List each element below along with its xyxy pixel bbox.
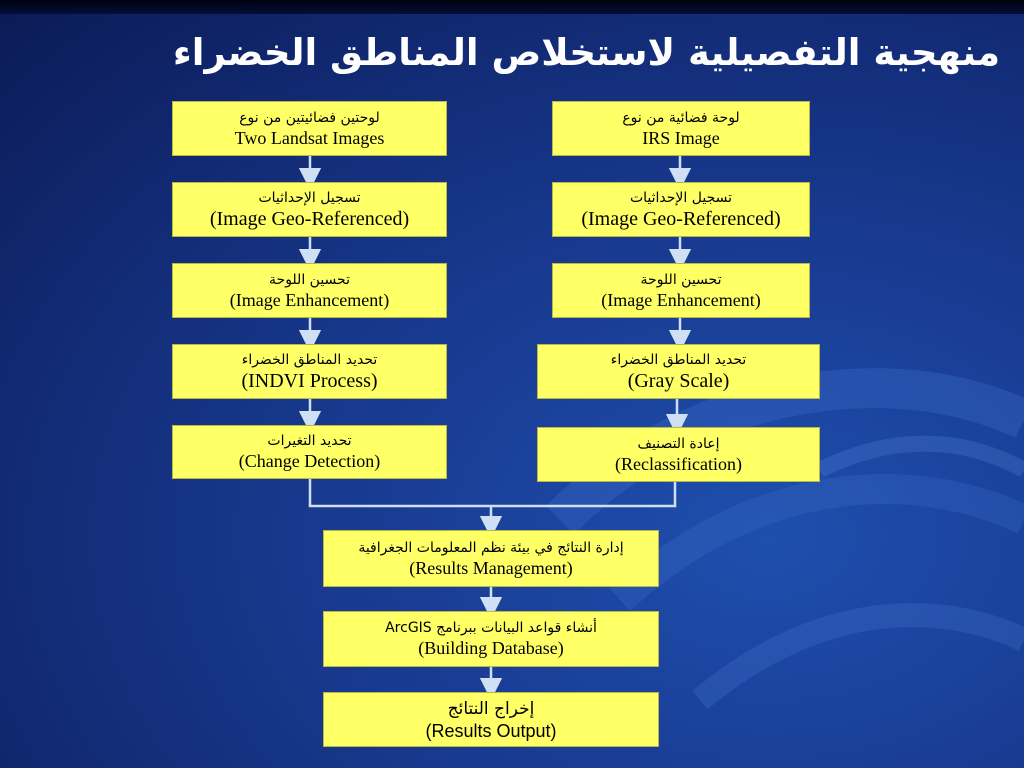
box-label-arabic: تسجيل الإحداثيات: [258, 189, 361, 206]
merge-connector: [310, 479, 675, 506]
box-right-geo-referenced: [552, 182, 810, 237]
box-label-arabic: لوحة فضائية من نوع: [622, 109, 740, 126]
box-label-english: (Image Enhancement): [229, 289, 390, 310]
box-right-irs-image: [552, 101, 810, 156]
box-label-english: (Image Enhancement): [601, 289, 761, 310]
box-label-english: (Building Database): [418, 638, 564, 658]
box-label-arabic: إعادة التصنيف: [637, 435, 720, 452]
box-label-english: Two Landsat Images: [234, 127, 385, 148]
box-label-arabic: أنشاء قواعد البيانات ببرنامج ArcGIS: [385, 620, 597, 636]
box-left-geo-referenced: [172, 182, 447, 237]
box-label-english: (Image Geo-Referenced): [581, 207, 781, 230]
box-label-arabic: تحسين اللوحة: [640, 271, 722, 288]
box-left-change-detection: [172, 425, 447, 479]
box-building-database: [323, 611, 659, 667]
box-right-reclassification: [537, 427, 820, 482]
box-right-image-enhancement: [552, 263, 810, 318]
box-label-english: (INDVI Process): [241, 369, 378, 392]
box-label-arabic: تحديد المناطق الخضراء: [610, 351, 747, 368]
box-label-arabic: تسجيل الإحداثيات: [629, 189, 733, 206]
box-label-arabic: لوحتين فضائيتين من نوع: [239, 109, 380, 126]
box-results-management: [323, 530, 659, 587]
box-left-landsat-images: [172, 101, 447, 156]
box-label-arabic: تحديد التغيرات: [267, 433, 352, 449]
box-label-arabic: إدارة النتائج في بيئة نظم المعلومات الجغرافية: [358, 539, 624, 556]
box-label-english: (Image Geo-Referenced): [209, 207, 410, 230]
box-label-english: (Results Output): [425, 720, 557, 741]
slide-title: منهجية التفصيلية لاستخلاص المناطق الخضراء: [172, 31, 1000, 74]
box-label-english: (Change Detection): [238, 451, 381, 471]
box-label-english: (Reclassification): [615, 453, 742, 474]
box-label-english: (Gray Scale): [627, 369, 730, 392]
box-label-english: IRS Image: [642, 127, 720, 148]
box-label-arabic: تحسين اللوحة: [269, 271, 350, 288]
box-label-arabic: إخراج النتائج: [447, 698, 535, 719]
box-right-gray-scale: [537, 344, 820, 399]
box-results-output: [323, 692, 659, 747]
box-left-image-enhancement: [172, 263, 447, 318]
box-label-arabic: تحديد المناطق الخضراء: [241, 351, 378, 368]
box-label-english: (Results Management): [409, 557, 573, 578]
box-left-indvi-process: [172, 344, 447, 399]
